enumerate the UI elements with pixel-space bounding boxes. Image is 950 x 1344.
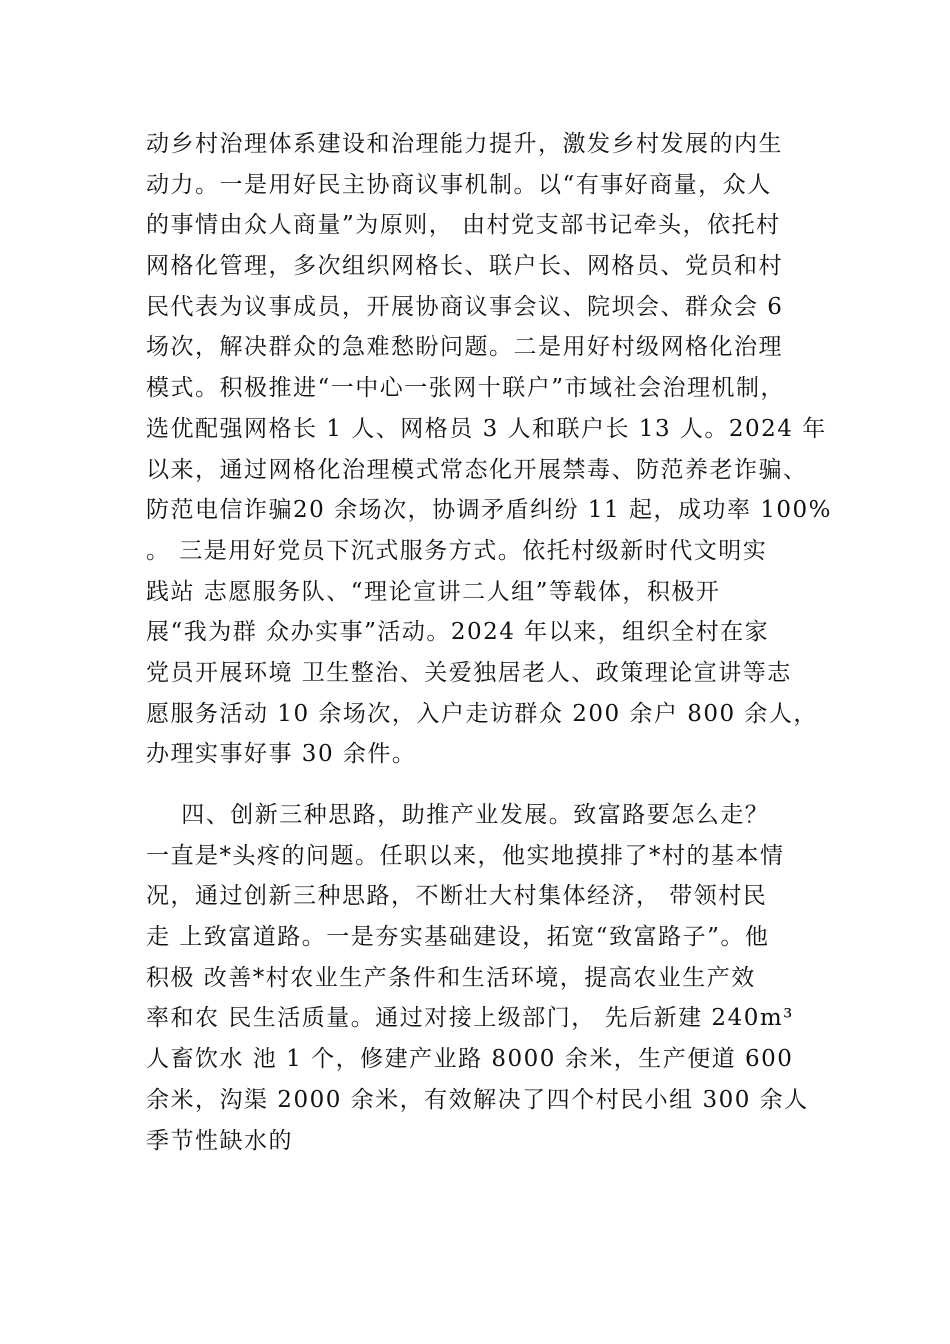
text-line: 率和农 民生活质量。通过对接上级部门， 先后新建 240m³: [146, 1005, 794, 1032]
paragraph-spacer: [146, 775, 826, 795]
text-line: 人畜饮水 池 1 个，修建产业路 8000 余米，生产便道 600: [146, 1046, 794, 1073]
text-line: 防范电信诈骗20 余场次，协调矛盾纠纷 11 起，成功率 100%: [146, 497, 833, 524]
text-line: 余米，沟渠 2000 余米，有效解决了四个村民小组 300 余人: [146, 1086, 809, 1113]
text-line: 选优配强网格长 1 人、网格员 3 人和联户长 13 人。2024 年: [146, 415, 827, 442]
text-line: 愿服务活动 10 余场次，入户走访群众 200 余户 800 余人，: [146, 700, 818, 727]
text-line: 场次，解决群众的急难愁盼问题。二是用好村级网格化治理: [146, 334, 783, 361]
text-line: 一直是*头疼的问题。任职以来，他实地摸排了*村的基本情: [146, 842, 785, 869]
text-line: 党员开展环境 卫生整治、关爱独居老人、政策理论宣讲等志: [146, 659, 792, 686]
text-line: 动乡村治理体系建设和治理能力提升，激发乡村发展的内生: [146, 131, 783, 157]
text-line: 季节性缺水的: [146, 1127, 293, 1154]
text-line: 展“我为群 众办实事”活动。2024 年以来，组织全村在家: [146, 619, 770, 646]
paragraph-1: [146, 124, 833, 775]
text-line: 民代表为议事成员，开展协商议事会议、院坝会、群众会 6: [146, 293, 784, 320]
text-line: 办理实事好事 30 余件。: [146, 741, 417, 768]
text-line: 网格化管理，多次组织网格长、联户长、网格员、党员和村: [146, 253, 783, 280]
text-line: 的事情由众人商量”为原则， 由村党支部书记牵头，依托村: [146, 212, 781, 239]
text-line: 以来，通过网格化治理模式常态化开展禁毒、防范养老诈骗、: [146, 456, 808, 483]
paragraph-2: [146, 795, 826, 1161]
text-line: 况，通过创新三种思路，不断壮大村集体经济， 带领村民: [146, 883, 768, 910]
text-line: 践站 志愿服务队、“理论宣讲二人组”等载体，积极开: [146, 578, 721, 605]
text-line: 积极 改善*村农业生产条件和生活环境，提高农业生产效: [146, 964, 756, 991]
text-line: 。 三是用好党员下沉式服务方式。依托村级新时代文明实: [146, 537, 768, 564]
text-line: 模式。积极推进“一中心一张网十联户”市域社会治理机制，: [146, 375, 786, 402]
text-line: 动力。一是用好民主协商议事机制。以“有事好商量，众人: [146, 171, 772, 198]
text-line: 走 上致富道路。一是夯实基础建设，拓宽“致富路子”。他: [146, 924, 770, 951]
body-text: [146, 124, 833, 1161]
text-line: 四、创新三种思路，助推产业发展。致富路要怎么走？: [146, 802, 770, 828]
